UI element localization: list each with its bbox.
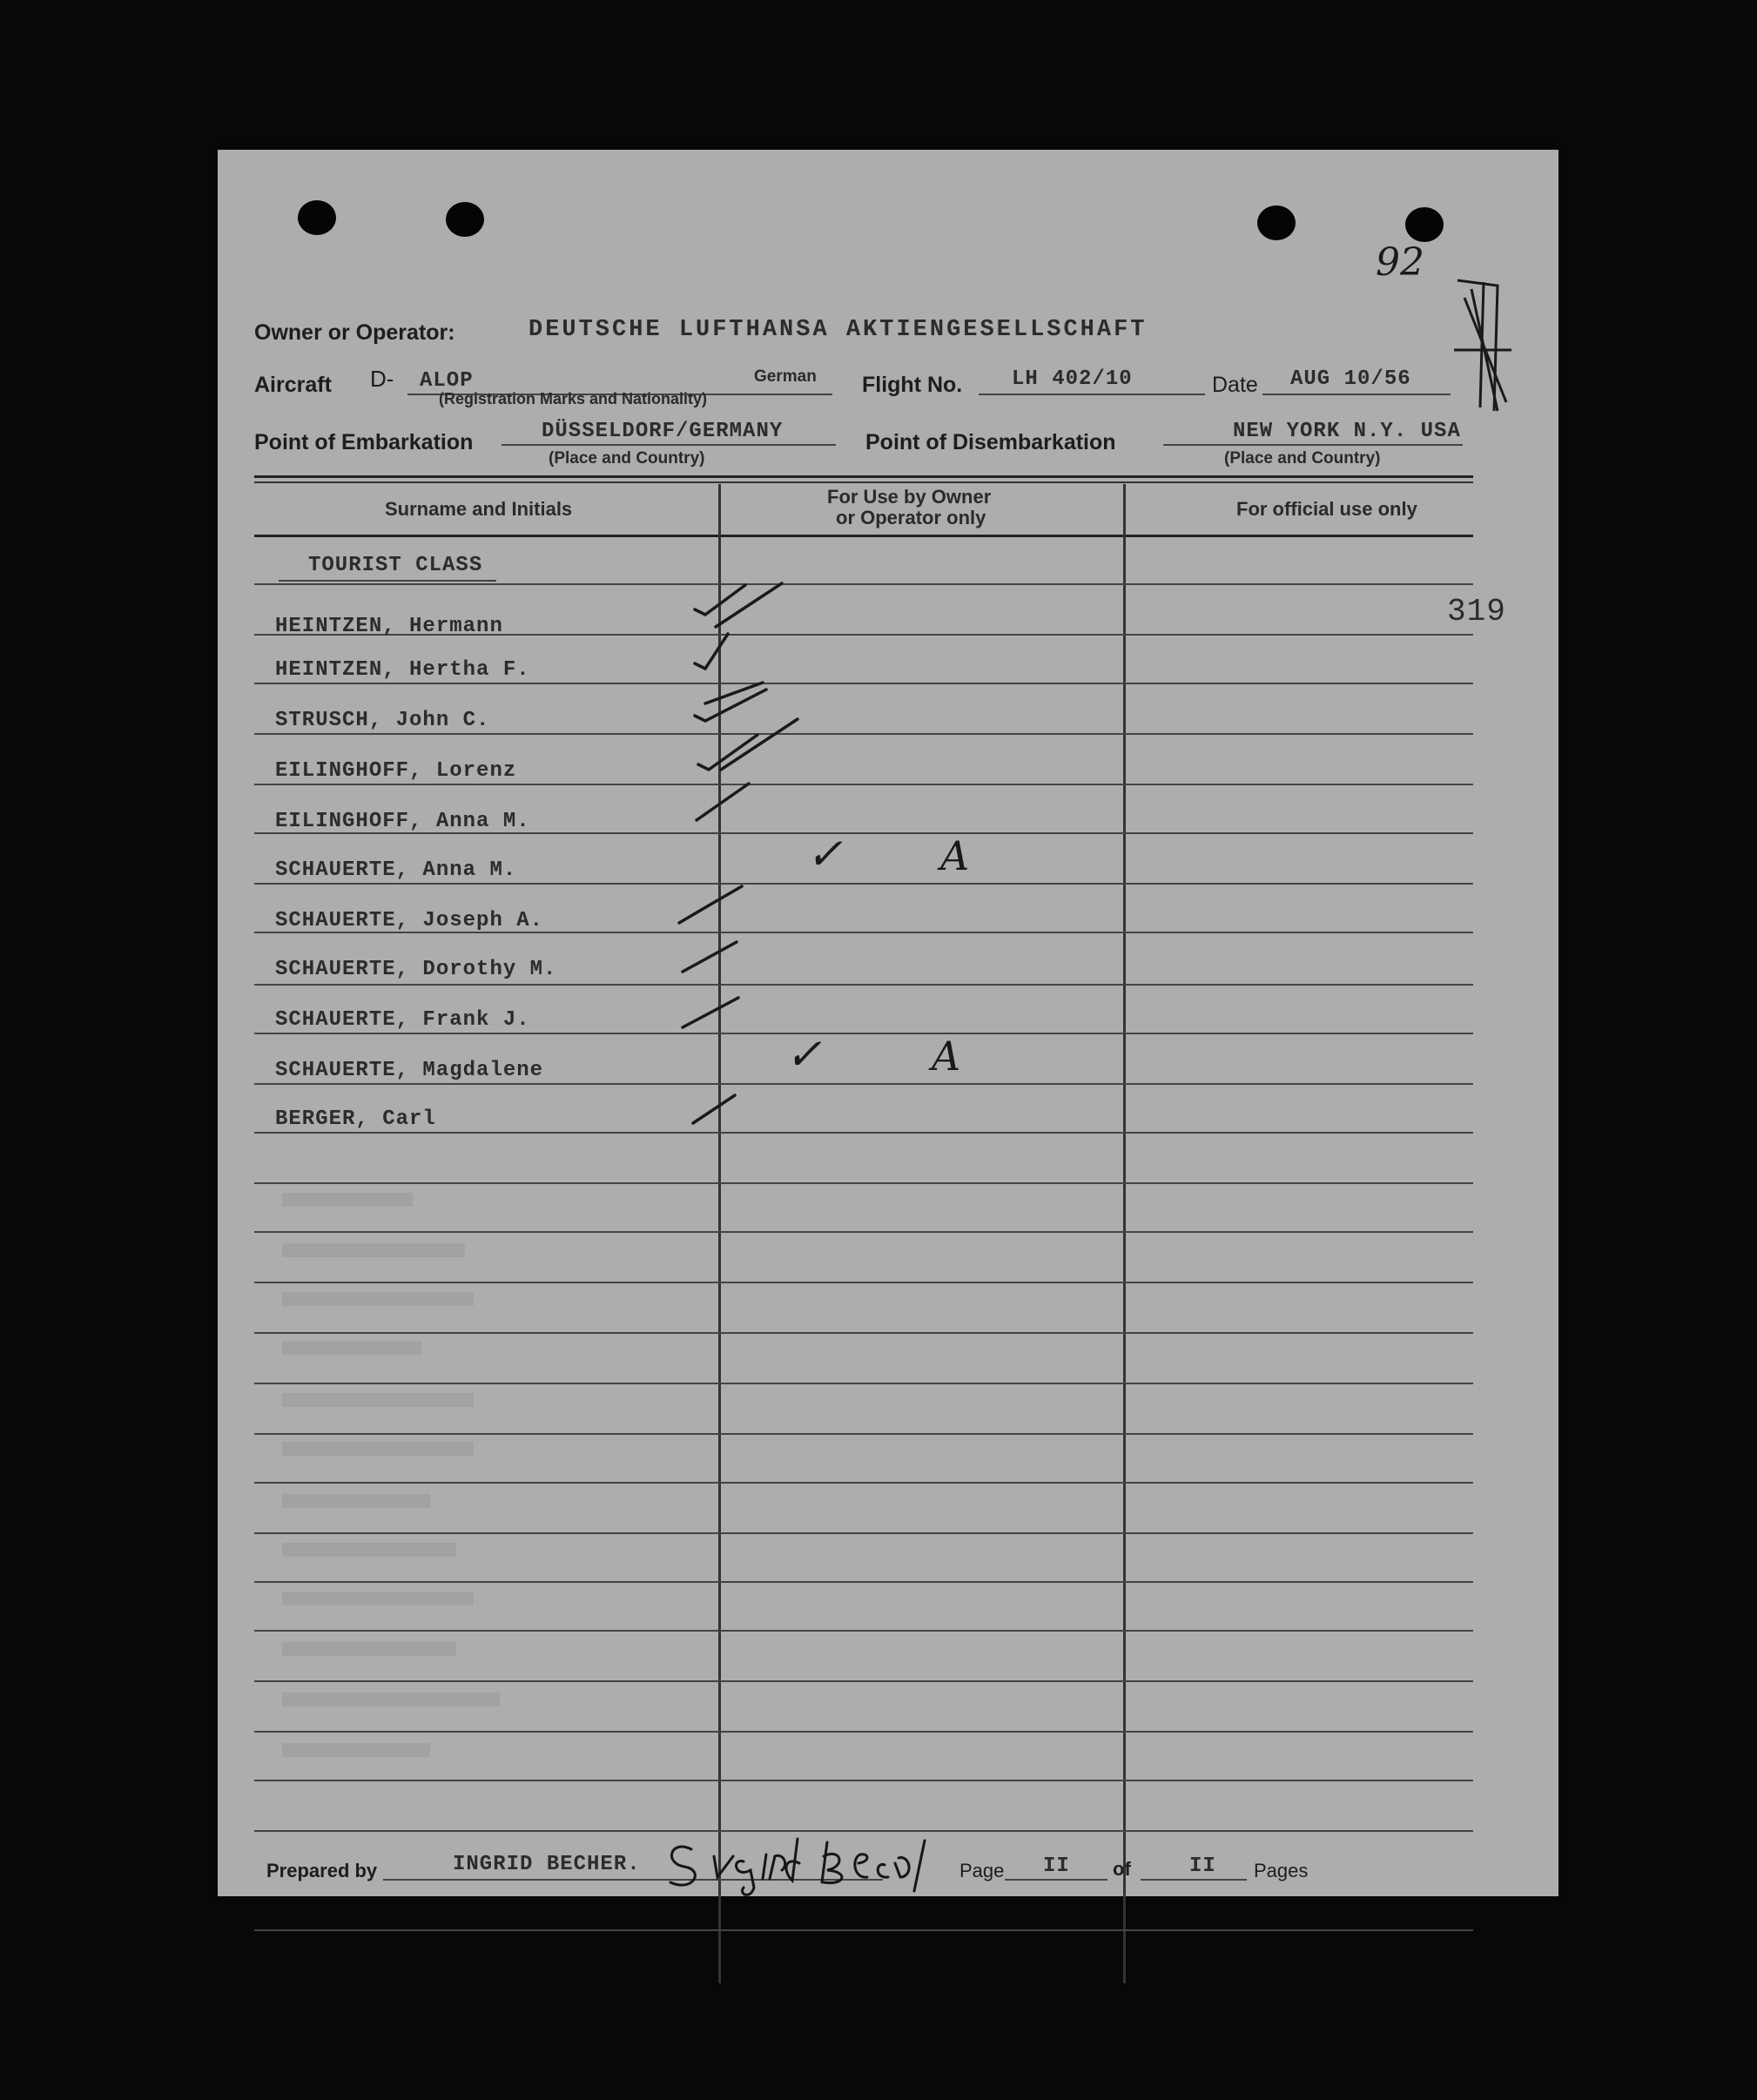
passenger-name: BERGER, Carl	[275, 1107, 436, 1131]
disembark-label: Point of Disembarkation	[865, 430, 1116, 454]
owner-value: DEUTSCHE LUFTHANSA AKTIENGESELLSCHAFT	[528, 317, 1148, 343]
passenger-name: STRUSCH, John C.	[275, 709, 490, 732]
passenger-name: SCHAUERTE, Magdalene	[275, 1059, 544, 1082]
passenger-name: EILINGHOFF, Anna M.	[275, 810, 530, 833]
owner-label: Owner or Operator:	[254, 320, 455, 345]
aircraft-value: ALOP	[420, 369, 474, 393]
date-value: AUG 10/56	[1290, 367, 1411, 391]
prepared-value: INGRID BECHER.	[453, 1853, 641, 1876]
disembark-value: NEW YORK N.Y. USA	[1233, 420, 1461, 443]
of-label: of	[1113, 1858, 1131, 1880]
col-owner-use-2: or Operator only	[836, 507, 986, 528]
aircraft-label: Aircraft	[254, 373, 332, 397]
owner-check: ✓	[785, 1029, 822, 1080]
passenger-name: EILINGHOFF, Lorenz	[275, 759, 517, 783]
flight-label: Flight No.	[862, 373, 963, 397]
passenger-name: HEINTZEN, Hermann	[275, 615, 503, 638]
section-title: TOURIST CLASS	[308, 554, 483, 577]
total-pages-value: II	[1189, 1854, 1216, 1878]
passenger-name: SCHAUERTE, Frank J.	[275, 1008, 530, 1032]
embark-value: DÜSSELDORF/GERMANY	[542, 420, 784, 443]
passenger-name: SCHAUERTE, Dorothy M.	[275, 958, 557, 981]
page-label: Page	[959, 1860, 1005, 1881]
owner-code: A	[940, 832, 970, 879]
passenger-name: SCHAUERTE, Anna M.	[275, 858, 517, 882]
disembark-caption: (Place and Country)	[1224, 449, 1381, 468]
prepared-label: Prepared by	[266, 1860, 378, 1881]
passenger-name: SCHAUERTE, Joseph A.	[275, 909, 544, 932]
aircraft-caption: (Registration Marks and Nationality)	[439, 390, 708, 407]
aircraft-prefix: D-	[370, 366, 394, 392]
aircraft-nationality: German	[754, 367, 817, 386]
col-official: For official use only	[1236, 498, 1417, 520]
corner-note: 92	[1376, 240, 1424, 285]
signature	[218, 150, 1558, 1896]
col-owner-use-1: For Use by Owner	[827, 486, 992, 508]
flight-value: LH 402/10	[1012, 367, 1133, 391]
passenger-name: HEINTZEN, Hertha F.	[275, 658, 530, 682]
manifest-page	[218, 150, 1558, 1896]
owner-code: A	[932, 1033, 961, 1080]
page-value: II	[1043, 1854, 1070, 1878]
embark-caption: (Place and Country)	[549, 449, 705, 468]
owner-check: ✓	[806, 829, 843, 879]
date-label: Date	[1212, 373, 1258, 397]
col-surname: Surname and Initials	[385, 498, 573, 520]
pages-label: Pages	[1254, 1860, 1309, 1881]
embark-label: Point of Embarkation	[254, 430, 474, 454]
official-note: 319	[1447, 594, 1506, 629]
